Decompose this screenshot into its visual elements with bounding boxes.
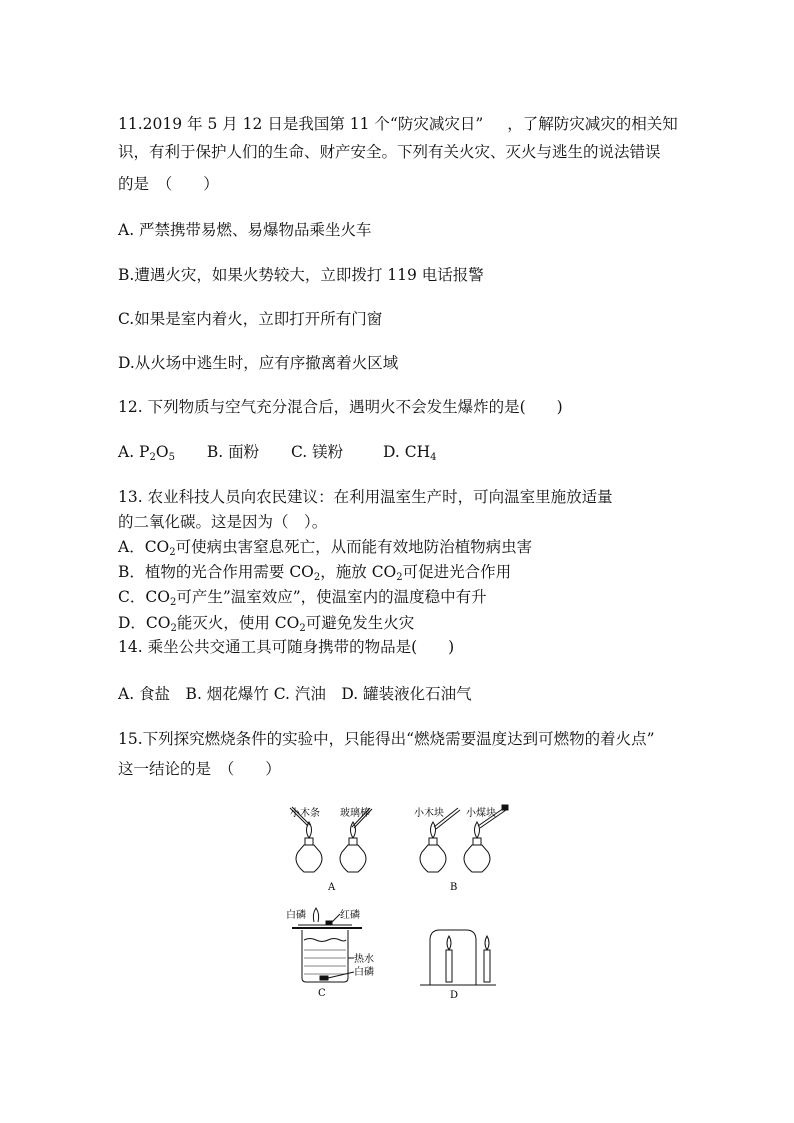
label-a-wood-stick: 小木条	[290, 808, 320, 819]
q11-line1-a: 11.2019 年 5 月 12 日是我国第 11 个“防灾减灾日”	[118, 115, 484, 133]
q15-line1: 15.下列探究燃烧条件的实验中，只能得出“燃烧需要温度达到可燃物的着火点”	[118, 730, 655, 748]
label-c-white-phosphorus-top: 白磷	[286, 910, 306, 921]
combustion-experiment-figure	[270, 800, 530, 1005]
label-c-red-phosphorus: 红磷	[340, 910, 360, 921]
label-b-coal-block: 小煤块	[466, 808, 496, 819]
q13-option-d: D．$CO_2$能灭火，使用 $CO_2$可避免发生火灾	[118, 614, 415, 634]
label-b-wood-block: 小木块	[414, 808, 444, 819]
q13-line1: 13. 农业科技人员向农民建议：在利用温室生产时，可向温室里施放适量	[118, 488, 613, 506]
caption-a: A	[328, 882, 336, 893]
label-c-hot-water: 热水	[354, 954, 374, 965]
caption-c: C	[318, 988, 326, 999]
q11-option-b: B.遭遇火灾，如果火势较大，立即拨打 119 电话报警	[118, 266, 484, 284]
q14-stem: 14. 乘坐公共交通工具可随身携带的物品是( )	[118, 638, 455, 656]
q14-options: A. 食盐 B. 烟花爆竹 C. 汽油 D. 罐装液化石油气	[118, 685, 472, 703]
q11-line1-b: ，了解防灾减灾的相关知	[507, 115, 678, 133]
candles-d	[420, 930, 496, 985]
q11-option-a: A. 严禁携带易燃、易爆物品乘坐火车	[118, 221, 372, 239]
q12-option-a: A. $P_2O_5$	[118, 443, 175, 463]
q13-option-b: B．植物的光合作用需要 $CO_2$，施放 $CO_2$可促进光合作用	[118, 563, 512, 583]
q12-option-d: D. $CH_4$	[383, 443, 437, 463]
q11-line3: 的是 （ ）	[118, 175, 219, 193]
label-c-white-phosphorus-bottom: 白磷	[354, 967, 374, 978]
q13-option-a: A．$CO_2$可使病虫害窒息死亡，从而能有效地防治植物病虫害	[118, 538, 533, 558]
q11-option-d: D.从火场中逃生时，应有序撤离着火区域	[118, 354, 399, 372]
caption-d: D	[450, 990, 459, 1001]
q12-stem: 12. 下列物质与空气充分混合后，遇明火不会发生爆炸的是( )	[118, 398, 563, 416]
q15-line2: 这一结论的是 （ ）	[118, 760, 281, 778]
q13-option-c: C．$CO_2$可产生”温室效应”，使温室内的温度稳中有升	[118, 588, 487, 608]
caption-b: B	[450, 882, 458, 893]
q12-option-b: B. 面粉	[206, 443, 260, 461]
label-a-glass-rod: 玻璃棒	[340, 808, 370, 819]
q12-option-c: C. 镁粉	[290, 443, 344, 461]
q12-options	[118, 441, 436, 463]
q11-option-c: C.如果是室内着火，立即打开所有门窗	[118, 310, 383, 328]
q11-line1	[118, 113, 678, 135]
q13-line2: 的二氧化碳。这是因为（ ）。	[118, 513, 328, 531]
q11-line2: 识，有利于保护人们的生命、财产安全。下列有关火灾、灭火与逃生的说法错误	[118, 143, 661, 161]
